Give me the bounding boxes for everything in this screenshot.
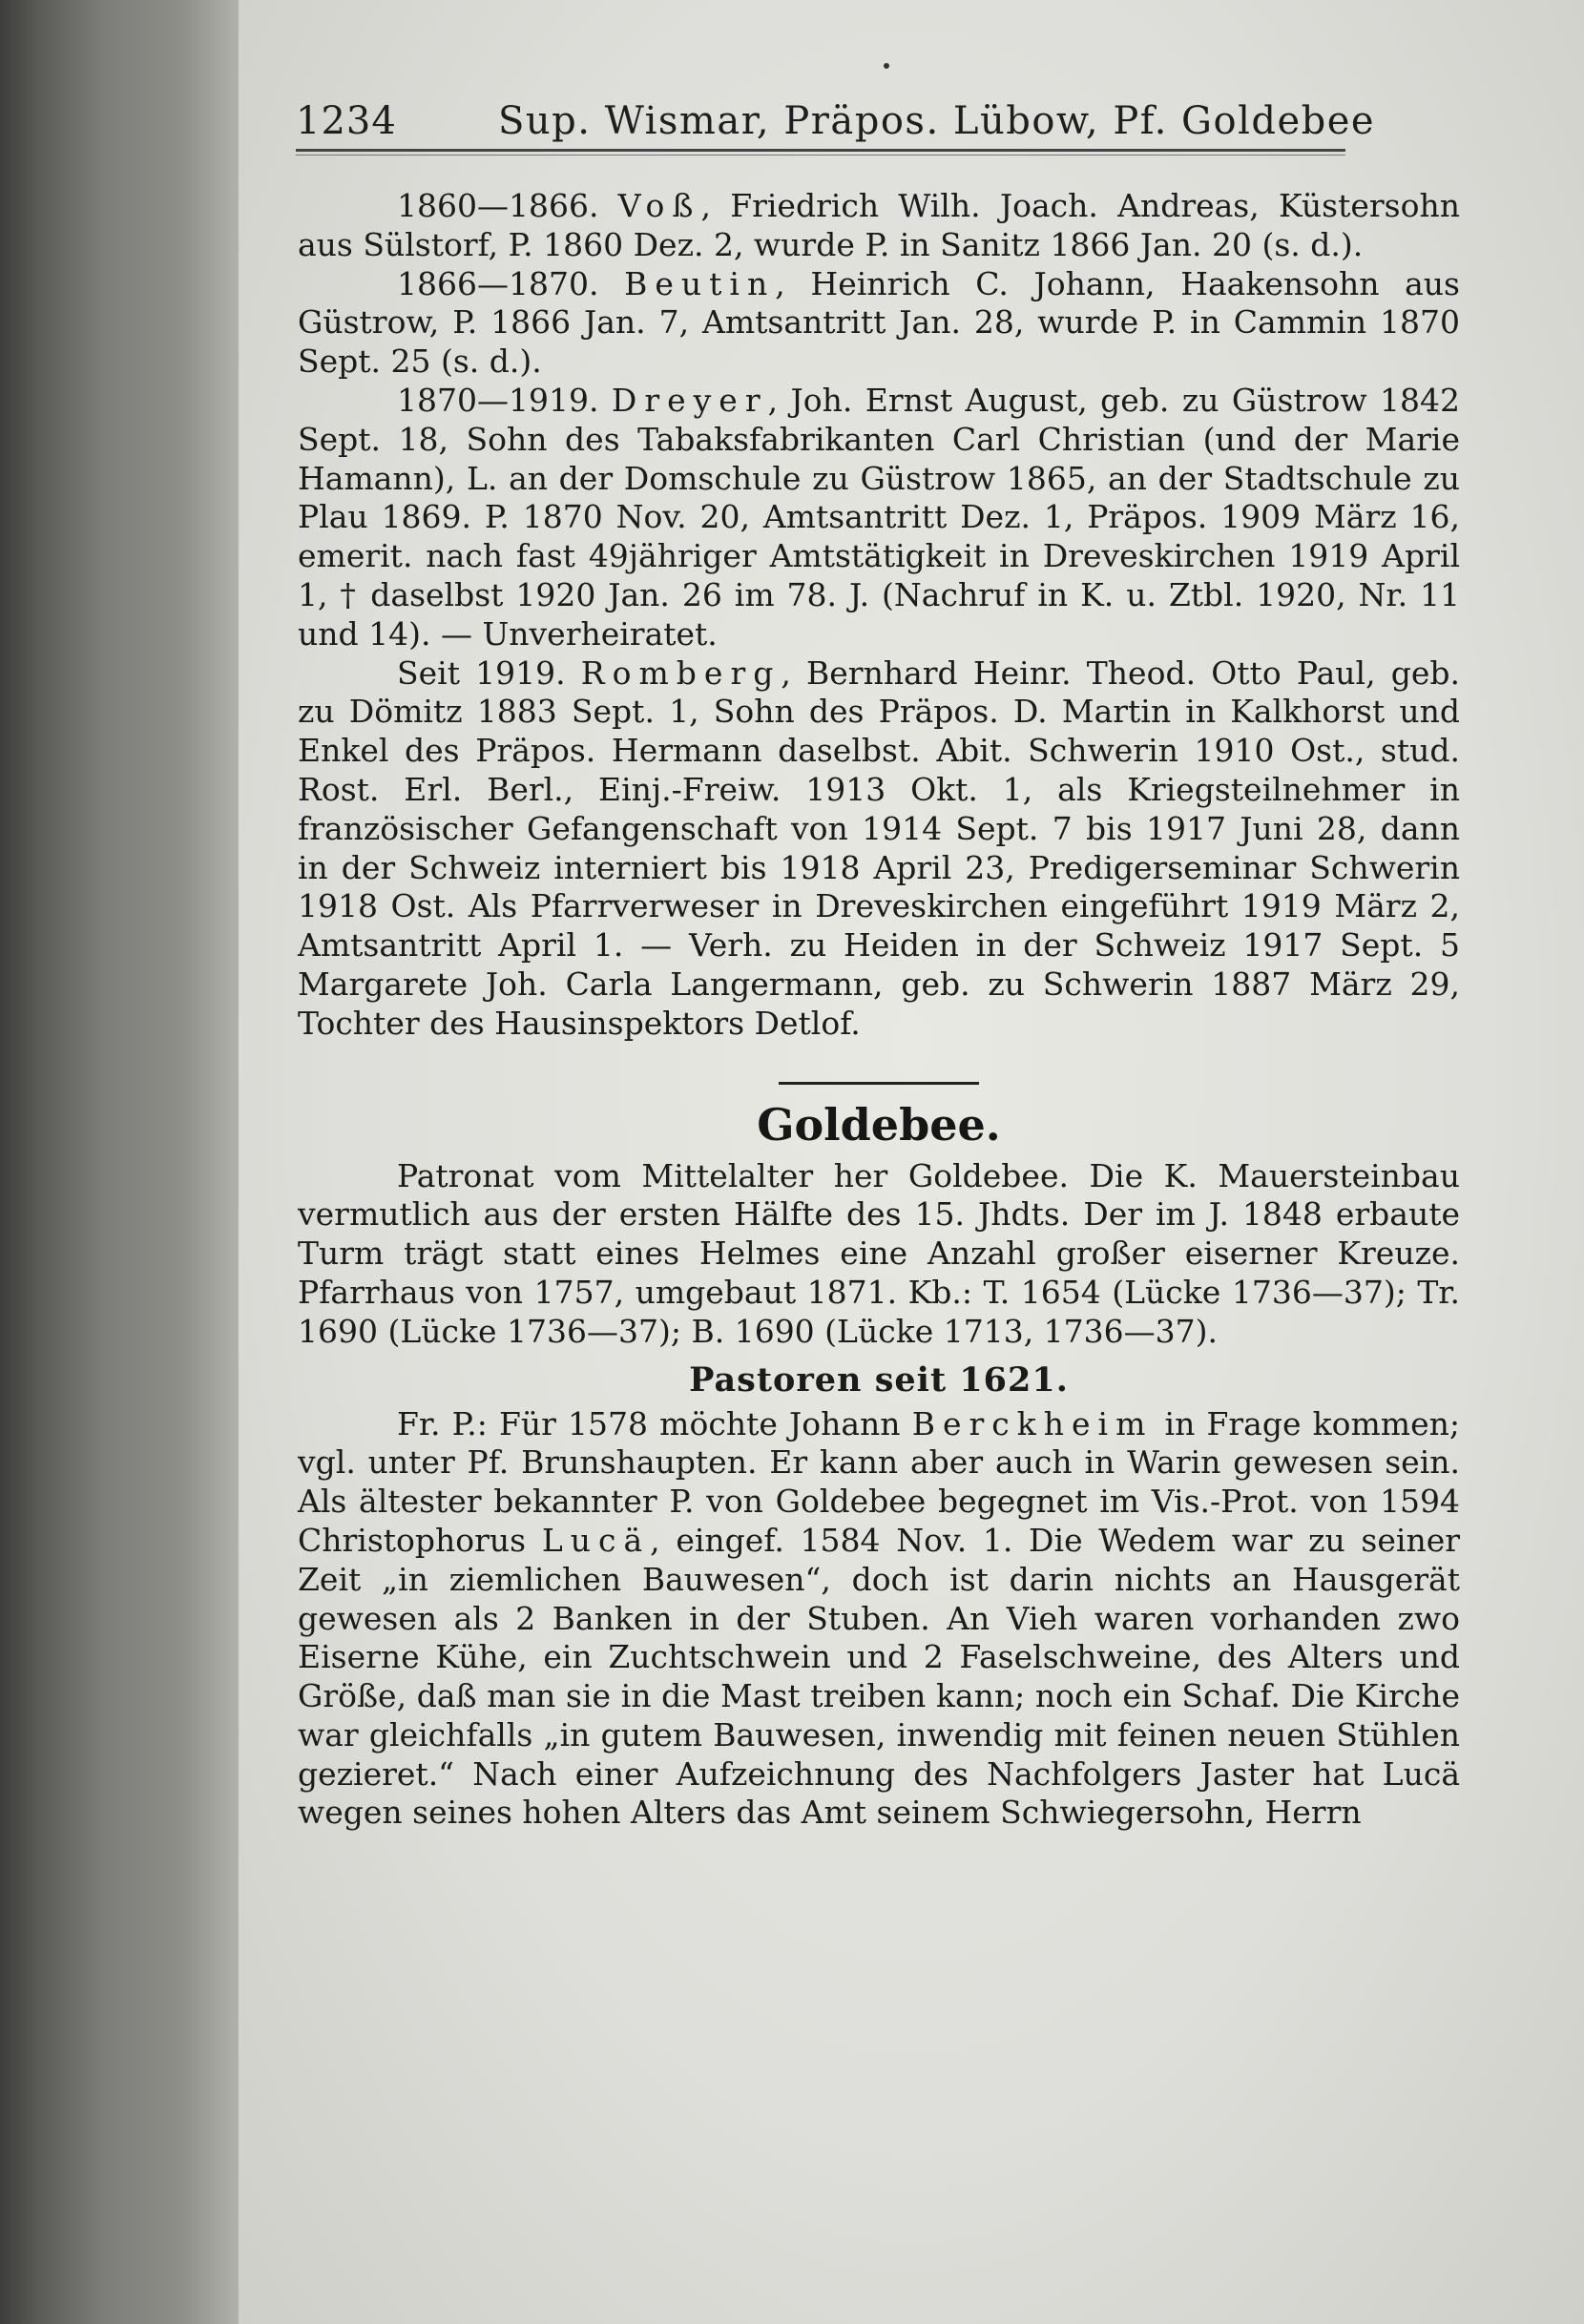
paragraph-text: , eingef. 1584 Nov. 1. Die Wedem war zu seiner Zeit „in ziemlichen Bauwesen“, doch ist darin nichts an Hausgerät gewesen als 2 Banken in der Stuben. An Vieh waren vorhanden zwo Eiserne Kühe, ein Zuchtschwein und 2 Faselschweine, des Alters und Größe, daß man sie in die Mast treiben kann; noch ein Schaf. Die Kirche war gleichfalls „in gutem Bauwesen, inwendig mit feinen neuen Stühlen gezieret.“ Nach einer Aufzeichnung des Nachfolgers Jaster hat Lucä wegen seines hohen Alters das Amt seinem Schwiegersohn, Herrn (298, 1521, 1460, 1832)
entry-dates: 1866—1870. (397, 264, 625, 302)
entry-dates: Seit 1919. (397, 654, 581, 692)
entry-surname: Romberg (580, 654, 782, 692)
page-number: 1234 (296, 99, 397, 143)
early-pastors-paragraph (298, 1405, 1460, 1834)
page-body (298, 187, 1460, 1833)
parish-description: Patronat vom Mittelalter her Goldebee. Die K. Mauersteinbau vermutlich aus der ersten Hälfte des 15. Jhdts. Der im J. 1848 erbaute Turm trägt statt eines Helmes eine Anzahl großer eiserner Kreuze. Pfarrhaus von 1757, umgebaut 1871. Kb.: T. 1654 (Lücke 1736—37); Tr. 1690 (Lücke 1736—37); B. 1690 (Lücke 1713, 1736—37). (298, 1156, 1460, 1350)
paragraph-text: Fr. P.: Für 1578 möchte Johann (397, 1404, 912, 1442)
header-rule-thin (296, 155, 1345, 156)
entry-text: , Bernhard Heinr. Theod. Otto Paul, geb. zu Dömitz 1883 Sept. 1, Sohn des Präpos. D. Martin in Kalkhorst und Enkel des Präpos. Hermann daselbst. Abit. Schwerin 1910 Ost., stud. Rost. Erl. Berl., Einj.-Freiw. 1913 Okt. 1, als Kriegsteilnehmer in französischer Gefangenschaft von 1914 Sept. 7 bis 1917 Juni 28, dann in der Schweiz interniert bis 1918 April 23, Predigerseminar Schwerin 1918 Ost. Als Pfarrverweser in Dreveskirchen eingeführt 1919 März 2, Amtsantritt April 1. — Verh. zu Heiden in der Schweiz 1917 Sept. 5 Margarete Joh. Carla Langermann, geb. zu Schwerin 1887 März 29, Tochter des Hausinspektors Detlof. (298, 654, 1461, 1042)
entry-text: , Heinrich C. Johann, Haakensohn aus Güstrow, P. 1866 Jan. 7, Amtsantritt Jan. 28, wurde P. in Cammin 1870 Sept. 25 (s. d.). (298, 264, 1460, 381)
entry-text: , Joh. Ernst August, geb. zu Güstrow 1842 Sept. 18, Sohn des Tabaksfabrikanten Carl Christian (und der Marie Hamann), L. an der Domschule zu Güstrow 1865, an der Stadtschule zu Plau 1869. P. 1870 Nov. 20, Amtsantritt Dez. 1, Präpos. 1909 März 16, emerit. nach fast 49jähriger Amtstätigkeit in Dreveskirchen 1919 April 1, † daselbst 1920 Jan. 26 im 78. J. (Nachruf in K. u. Ztbl. 1920, Nr. 11 und 14). — Unverheiratet. (298, 381, 1460, 653)
entry-surname: Beutin (624, 264, 776, 302)
header-rule (296, 149, 1345, 152)
section-divider (779, 1082, 979, 1085)
entry-dates: 1870—1919. (397, 381, 612, 419)
pastor-entry-dreyer (298, 382, 1460, 654)
entry-surname: Dreyer (611, 381, 768, 419)
pastor-entry-voss (298, 187, 1460, 265)
running-title: Sup. Wismar, Präpos. Lübow, Pf. Goldebee (498, 99, 1376, 143)
paragraph-text: in Frage kommen; vgl. unter Pf. Brunshaupten. Er kann aber auch in Warin gewesen sein. Als ältester bekannter P. von Goldebee begegnet im Vis.-Prot. von 1594 Christophorus (298, 1404, 1460, 1559)
entry-text: , Friedrich Wilh. Joach. Andreas, Küstersohn aus Sülstorf, P. 1860 Dez. 2, wurde P. in Sanitz 1866 Jan. 20 (s. d.). (298, 187, 1460, 263)
ink-speck (884, 63, 889, 69)
pastor-surname: Lucä (541, 1521, 651, 1559)
pastors-subheading: Pastoren seit 1621. (689, 1359, 1069, 1400)
pastor-surname: Berckheim (911, 1404, 1154, 1442)
entry-surname: Voß (617, 187, 701, 224)
section-title: Goldebee. (757, 1098, 1001, 1151)
page-header (296, 99, 1376, 156)
pastor-entry-romberg (298, 654, 1460, 1044)
pastor-entry-beutin (298, 265, 1460, 382)
entry-dates: 1860—1866. (397, 187, 618, 224)
